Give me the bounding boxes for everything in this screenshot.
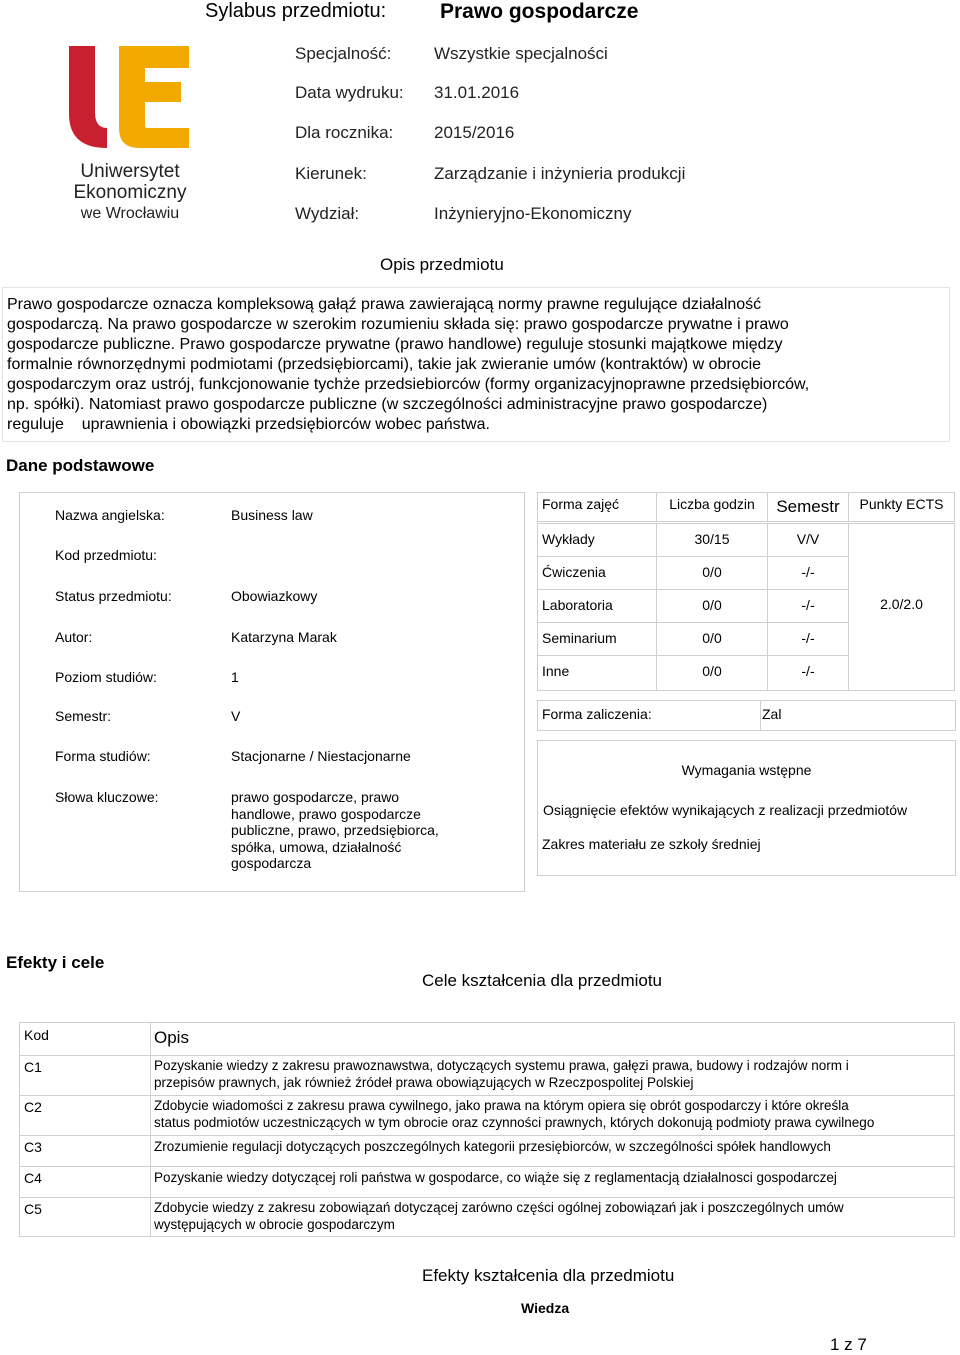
description-line: gospodarczym oraz ustrój, funkcjonowanie tychże przedsiebiorców (formy organizacyjnoprawne przedsiębiorców, [7, 376, 810, 393]
goals-heading: Cele kształcenia dla przedmiotu [422, 971, 663, 990]
description-box [2, 287, 950, 442]
assessment-divider [760, 701, 761, 730]
goals-row-code: C5 [19, 1197, 151, 1237]
effects-goals-heading: Efekty i cele [6, 953, 105, 972]
hours-ects-value: 2.0/2.0 [880, 596, 923, 612]
hours-ects-cell [848, 523, 955, 691]
hours-row-hours: 0/0 [656, 622, 768, 656]
keywords-line: prawo gospodarcze, prawo [231, 789, 400, 805]
basic-label-keywords: Słowa kluczowe: [55, 789, 159, 805]
ue-logo-mark [55, 40, 205, 160]
hours-header-ects: Punkty ECTS [848, 492, 955, 522]
description-line: Prawo gospodarcze oznacza kompleksową gałąź prawa zawierającą normy prawne regulujące działalność [7, 296, 762, 313]
hours-header-form: Forma zajęć [537, 492, 657, 522]
basic-value-keywords [231, 789, 439, 872]
basic-label-level: Poziom studiów: [55, 669, 157, 685]
header-value-print-date: 31.01.2016 [434, 83, 520, 102]
keywords-line: spółka, umowa, działalność [231, 838, 402, 855]
syllabus-title-value: Prawo gospodarcze [440, 0, 639, 23]
basic-label-author: Autor: [55, 629, 93, 645]
logo-text-line3: we Wrocławiu [80, 205, 180, 222]
basic-data-heading: Dane podstawowe [6, 456, 155, 475]
hours-row-semester: V/V [767, 523, 849, 557]
goals-row-desc-line: status podmiotów uczestniczących w tym obrocie oraz czynności prawnych, których dokonują podmioty prawa cywilnego [154, 1114, 875, 1130]
basic-value-study-form: Stacjonarne / Niestacjonarne [231, 748, 411, 764]
hours-row-hours: 0/0 [656, 556, 768, 590]
description-line: gospodarczą. Na prawo gospodarcze w szerokim rozumieniu składa się: prawo gospodarcze prywatne i prawo [7, 316, 789, 333]
keywords-line: publiczne, prawo, przedsiębiorca, [231, 822, 439, 838]
hours-row-form: Laboratoria [537, 589, 657, 623]
university-logo [55, 40, 205, 230]
goals-row-desc-line: przepisów prawnych, jak również źródeł prawa obowiązujących w Rzeczpospolitej Polskiej [154, 1074, 694, 1090]
goals-row-desc-line: Pozyskanie wiedzy z zakresu prawoznawstwa, dotyczących systemu prawa, gałęzi prawa, budowy i rodzajów norm i [154, 1058, 849, 1073]
header-label-faculty: Wydział: [295, 204, 360, 223]
hours-header-hours: Liczba godzin [656, 492, 768, 522]
description-line: formalnie równorzędnymi podmiotami (przedsiębiorcami), takie jak zwieranie umów (kontraktów) w obrocie [7, 356, 762, 373]
hours-row-form: Ćwiczenia [537, 556, 657, 590]
goals-row-desc-line: Zdobycie wiedzy z zakresu zobowiązań dotyczącej zarówno części ogólnej zobowiązań jak i poszczególnych umów [154, 1200, 844, 1215]
goals-row-code: C4 [19, 1166, 151, 1198]
goals-row-desc [150, 1135, 955, 1167]
basic-value-author: Katarzyna Marak [231, 629, 337, 645]
basic-value-status: Obowiazkowy [231, 588, 318, 604]
prerequisites-heading: Wymagania wstępne [681, 762, 812, 778]
goals-row-desc-line: Pozyskanie wiedzy dotyczącej roli państwa w gospodarce, co wiąże się z reglamentacją działalnosci gospodarczej [154, 1170, 837, 1185]
effects-subheading: Wiedza [521, 1300, 570, 1316]
hours-row-form: Inne [537, 655, 657, 691]
description-line: np. spółki). Natomiast prawo gospodarcze publiczne (w szczególności administracyjne prawo gospodarcze) [7, 396, 768, 413]
keywords-line: gospodarcza [231, 855, 312, 871]
goals-row-desc [150, 1166, 955, 1198]
goals-header-code: Kod [19, 1022, 151, 1056]
logo-text-line1: Uniwersytet [80, 161, 180, 182]
hours-row-semester: -/- [767, 622, 849, 656]
keywords-line: handlowe, prawo gospodarcze [231, 805, 421, 822]
prerequisites-box [537, 740, 956, 876]
description-text [7, 295, 809, 435]
basic-label-study-form: Forma studiów: [55, 748, 151, 764]
effects-heading: Efekty kształcenia dla przedmiotu [422, 1266, 675, 1285]
hours-row-form: Wykłady [537, 523, 657, 557]
goals-row-desc [150, 1055, 955, 1096]
basic-label-english-name: Nazwa angielska: [55, 507, 165, 523]
hours-header-semester: Semestr [767, 492, 849, 522]
goals-row-desc-line: Zdobycie wiadomości z zakresu prawa cywilnego, jako prawa na którym opiera się obrót gospodarczy i które określa [154, 1098, 849, 1113]
basic-label-semester: Semestr: [55, 708, 112, 724]
goals-row-code: C3 [19, 1135, 151, 1167]
prerequisites-item: Zakres materiału ze szkoły średniej [542, 836, 761, 852]
assessment-label: Forma zaliczenia: [542, 706, 652, 722]
goals-header-desc: Opis [150, 1022, 955, 1056]
description-heading: Opis przedmiotu [380, 255, 504, 274]
hours-row-semester: -/- [767, 655, 849, 691]
assessment-value: Zal [762, 706, 782, 722]
hours-row-hours: 0/0 [656, 655, 768, 691]
syllabus-title-label: Sylabus przedmiotu: [205, 0, 387, 22]
logo-text-line2: Ekonomiczny [73, 182, 187, 203]
header-label-print-date: Data wydruku: [295, 83, 404, 102]
prerequisites-item: Osiągnięcie efektów wynikających z realizacji przedmiotów [543, 802, 908, 818]
assessment-row [537, 700, 956, 731]
basic-value-level: 1 [231, 669, 239, 685]
hours-row-form: Seminarium [537, 622, 657, 656]
header-value-specialty: Wszystkie specjalności [434, 44, 608, 63]
basic-value-english-name: Business law [231, 507, 313, 523]
goals-row-code: C2 [19, 1095, 151, 1136]
header-label-field: Kierunek: [295, 164, 367, 183]
hours-row-semester: -/- [767, 589, 849, 623]
header-value-field: Zarządzanie i inżynieria produkcji [434, 164, 686, 183]
goals-row-code: C1 [19, 1055, 151, 1096]
description-line: reguluje uprawnienia i obowiązki przedsiębiorców wobec państwa. [7, 416, 490, 433]
header-label-year: Dla rocznika: [295, 123, 394, 142]
goals-row-desc [150, 1095, 955, 1136]
page-number: 1 z 7 [830, 1335, 867, 1354]
header-label-specialty: Specjalność: [295, 44, 392, 63]
hours-row-hours: 30/15 [656, 523, 768, 557]
goals-row-desc [150, 1197, 955, 1237]
header-value-year: 2015/2016 [434, 123, 515, 142]
description-line: gospodarcze publiczne. Prawo gospodarcze prywatne (prawo handlowe) reguluje stosunki majątkowe między [7, 336, 783, 353]
header-value-faculty: Inżynieryjno-Ekonomiczny [434, 204, 632, 223]
basic-value-semester: V [231, 708, 241, 724]
hours-row-hours: 0/0 [656, 589, 768, 623]
basic-label-course-code: Kod przedmiotu: [55, 547, 157, 563]
goals-row-desc-line: Zrozumienie regulacji dotyczących poszczególnych kategorii przesiębiorców, w szczególności spółek handlowych [154, 1139, 831, 1154]
basic-label-status: Status przedmiotu: [55, 588, 172, 604]
goals-row-desc-line: występujących w obrocie gospodarczym [154, 1216, 395, 1232]
hours-row-semester: -/- [767, 556, 849, 590]
